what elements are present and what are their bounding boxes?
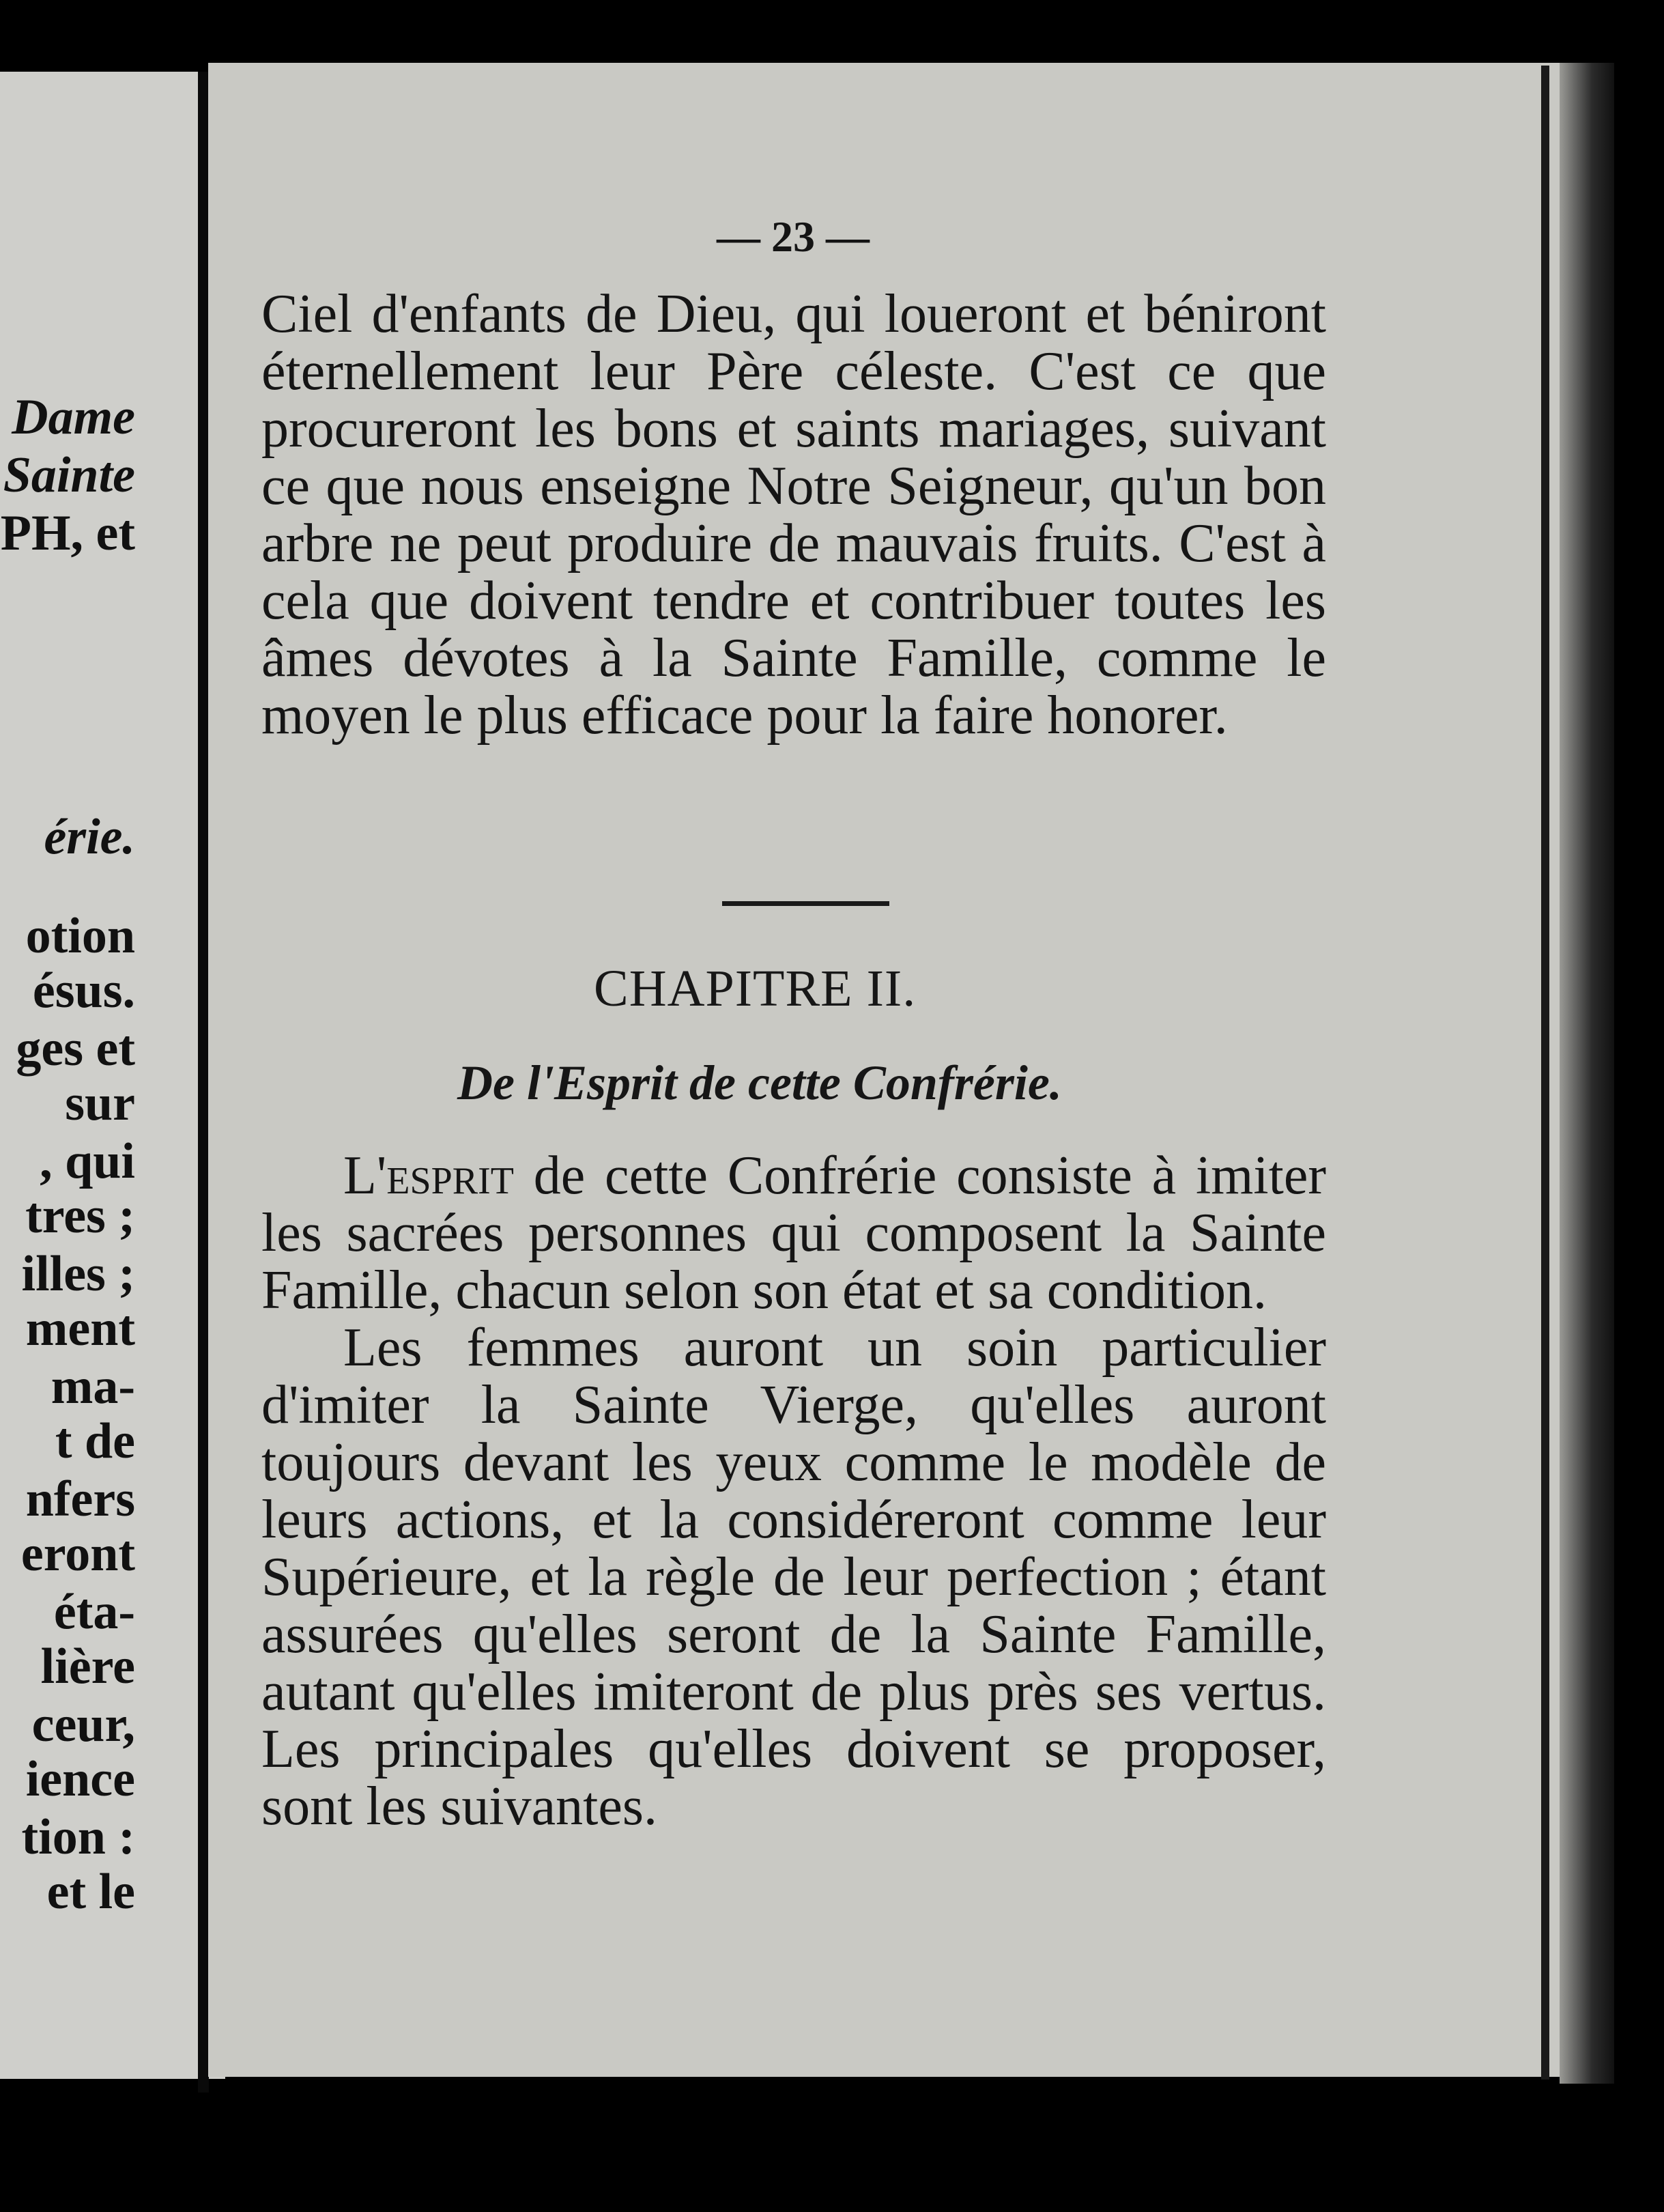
chapter-body — [261, 1147, 1326, 1835]
previous-page-line: ma- — [51, 1359, 135, 1415]
previous-page-line: nfers — [25, 1471, 135, 1527]
previous-page-line: ges et — [16, 1021, 135, 1077]
page-edge-shadow — [1560, 63, 1614, 2084]
page-gutter — [198, 72, 209, 2093]
paragraph-text: de cette Confrérie consiste à imiter les sacrées personnes qui composent la Sainte Famille, chacun selon son état et sa condition. — [261, 1146, 1326, 1320]
previous-page-line: eront — [20, 1526, 135, 1582]
chapter-title: CHAPITRE II. — [594, 960, 917, 1017]
previous-page-fragment — [0, 72, 225, 2079]
section-divider — [722, 901, 889, 906]
previous-page-line: lière — [40, 1639, 135, 1695]
previous-page-line: tion : — [21, 1809, 135, 1865]
paragraph-women: Les femmes auront un soin particulier d'imiter la Sainte Vierge, qu'elles auront toujours devant les yeux comme le modèle de leurs actions, et la considéreront comme leur Supérieure, et la règle de leur perfection ; étant assurées qu'elles seront de la Sainte Famille, autant qu'elles imiteront de plus près ses vertus. Les principales qu'elles doivent se proposer, sont les suivantes. — [261, 1318, 1326, 1837]
previous-page-line: ience — [25, 1751, 135, 1807]
chapter-subtitle: De l'Esprit de cette Confrérie. — [457, 1055, 1062, 1110]
previous-page-line: tres ; — [25, 1188, 135, 1244]
previous-page-line: érie. — [44, 809, 135, 865]
page-number: — 23 — — [717, 212, 870, 261]
previous-page-line: Sainte — [3, 447, 135, 503]
previous-page-line: ment — [25, 1301, 135, 1357]
previous-page-line: , qui — [40, 1133, 135, 1189]
previous-page-line: ceur, — [31, 1697, 135, 1753]
previous-page-line: éta- — [53, 1584, 135, 1640]
previous-page-line: et le — [46, 1864, 135, 1920]
previous-page-line: otion — [25, 908, 135, 964]
previous-page-line: t de — [55, 1413, 135, 1469]
previous-page-line: illes ; — [21, 1246, 135, 1302]
previous-page-line: ésus. — [32, 963, 135, 1019]
previous-page-line: Dame — [12, 389, 135, 445]
paragraph-spirit — [261, 1147, 1326, 1319]
previous-page-line: sur — [65, 1075, 135, 1131]
paragraph-continued — [261, 285, 1326, 744]
paragraph-text: Ciel d'enfants de Dieu, qui loueront et béniront éternellement leur Père céleste. C'est ce que procureront les bons et saints mariages, suivant ce que nous enseigne Notre Seigneur, qu'un bon arbre ne peut produire de mauvais fruits. C'est à cela que doivent tendre et contribuer toutes les âmes dévotes à la Sainte Famille, comme le moyen le plus efficace pour la faire honorer. — [261, 284, 1326, 746]
previous-page-line: PH, et — [0, 505, 135, 561]
paragraph-lead-word: L'esprit — [343, 1146, 514, 1206]
page-edge — [1541, 66, 1549, 2080]
